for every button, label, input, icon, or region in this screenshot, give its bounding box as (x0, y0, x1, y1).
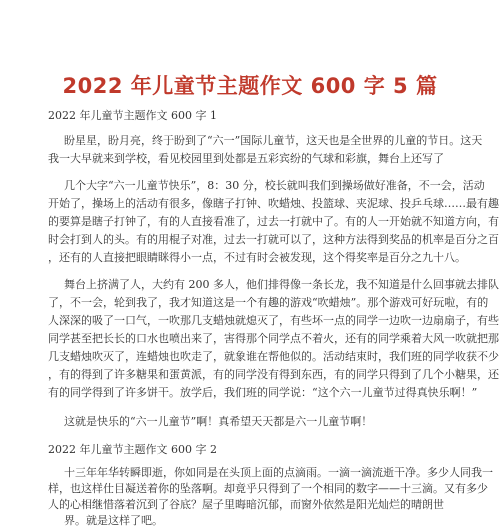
paragraph-line: 了，不一会，轮到我了，我才知道这是一个有趣的游戏“吹蜡烛”。那个游戏可好玩啦，有的 (48, 296, 489, 309)
paragraph-line: 几个大字“六一儿童节快乐”，8：30 分，校长就叫我们到操场做好准备，不一会，活动 (64, 179, 485, 192)
paragraph-line: 界。就是这样了吧。 (64, 514, 163, 527)
paragraph-line: 同学甚至把长长的口水也喷出来了，害得那个同学点不着火，还有的同学乘着大风一吹就把那 (48, 332, 499, 345)
paragraph-line: ，有的得到了许多糖果和蛋黄派，有的同学没有得到东西，有的同学只得到了几个小糖果，还 (48, 368, 499, 381)
paragraph-line: 舞台上挤满了人，大约有 200 多人，他们排得像一条长龙，我不知道是什么回事就去排队 (64, 278, 499, 291)
paragraph-line: 人的心相继惜落着沉到了谷底？屋子里晦暗沉郁，而窗外依然是阳光灿烂的晴朗世 (48, 498, 444, 511)
paragraph-line: 我一大早就来到学校，看见校园里到处都是五彩宾纷的气球和彩旗，舞台上还写了 (48, 152, 444, 165)
paragraph-line: 盼星星，盼月亮，终于盼到了“六一”国际儿童节，这天也是全世界的儿童的节日。这天 (64, 134, 483, 147)
paragraph-line: ，还有的人直接把眼睛眯得小一点，不过有时会被发现，这个得奖率是百分之九十八。 (48, 251, 466, 264)
paragraph-line: 十三年年华转瞬即逝，你如同是在头顶上面的点滴雨。一滴一滴流逝干净。多少人同我一 (64, 466, 493, 479)
paragraph-line: 这就是快乐的“六一儿童节”啊！真希望天天都是六一儿童节啊！ (64, 415, 373, 428)
paragraph-line: 时会打到人的头。有的用棍子对准，过去一打就可以了，这种方法得到奖品的机率是百分之百 (48, 233, 499, 246)
section-heading-1: 2022 年儿童节主题作文 600 字 1 (48, 109, 217, 122)
section-heading-2: 2022 年儿童节主题作文 600 字 2 (48, 443, 217, 456)
page-title: 2022 年儿童节主题作文 600 字 5 篇 (62, 74, 438, 98)
paragraph-line: 几支蜡烛吹灭了，连蜡烛也吹走了，就象谁在帮他似的。活动结束时，我们班的同学收获不少 (48, 350, 499, 363)
paragraph-line: 开始了，操场上的活动有很多，像瞎子打钟、吹蜡烛、投篮球、夹泥球、投乒乓球……最有趣 (48, 197, 499, 210)
paragraph-line: 有的同学得到了许多饼干。放学后，我们班的同学说：“这个六一儿童节过得真快乐啊！” (48, 386, 478, 399)
paragraph-line: 的要算是瞎子打钟了，有的人直接看准了，过去一打就中了。有的人一开始就不知道方向，有 (48, 215, 499, 228)
paragraph-line: 样，也这样仕目凝送着你的坠落啊。却竟乎只得到了一个相同的数字——十三滴。又有多少 (48, 482, 488, 495)
paragraph-line: 人深深的吸了一口气，一吹那几支蜡烛就熄灭了，有些坏一点的同学一边吹一边扇扇子，有些 (48, 314, 499, 327)
